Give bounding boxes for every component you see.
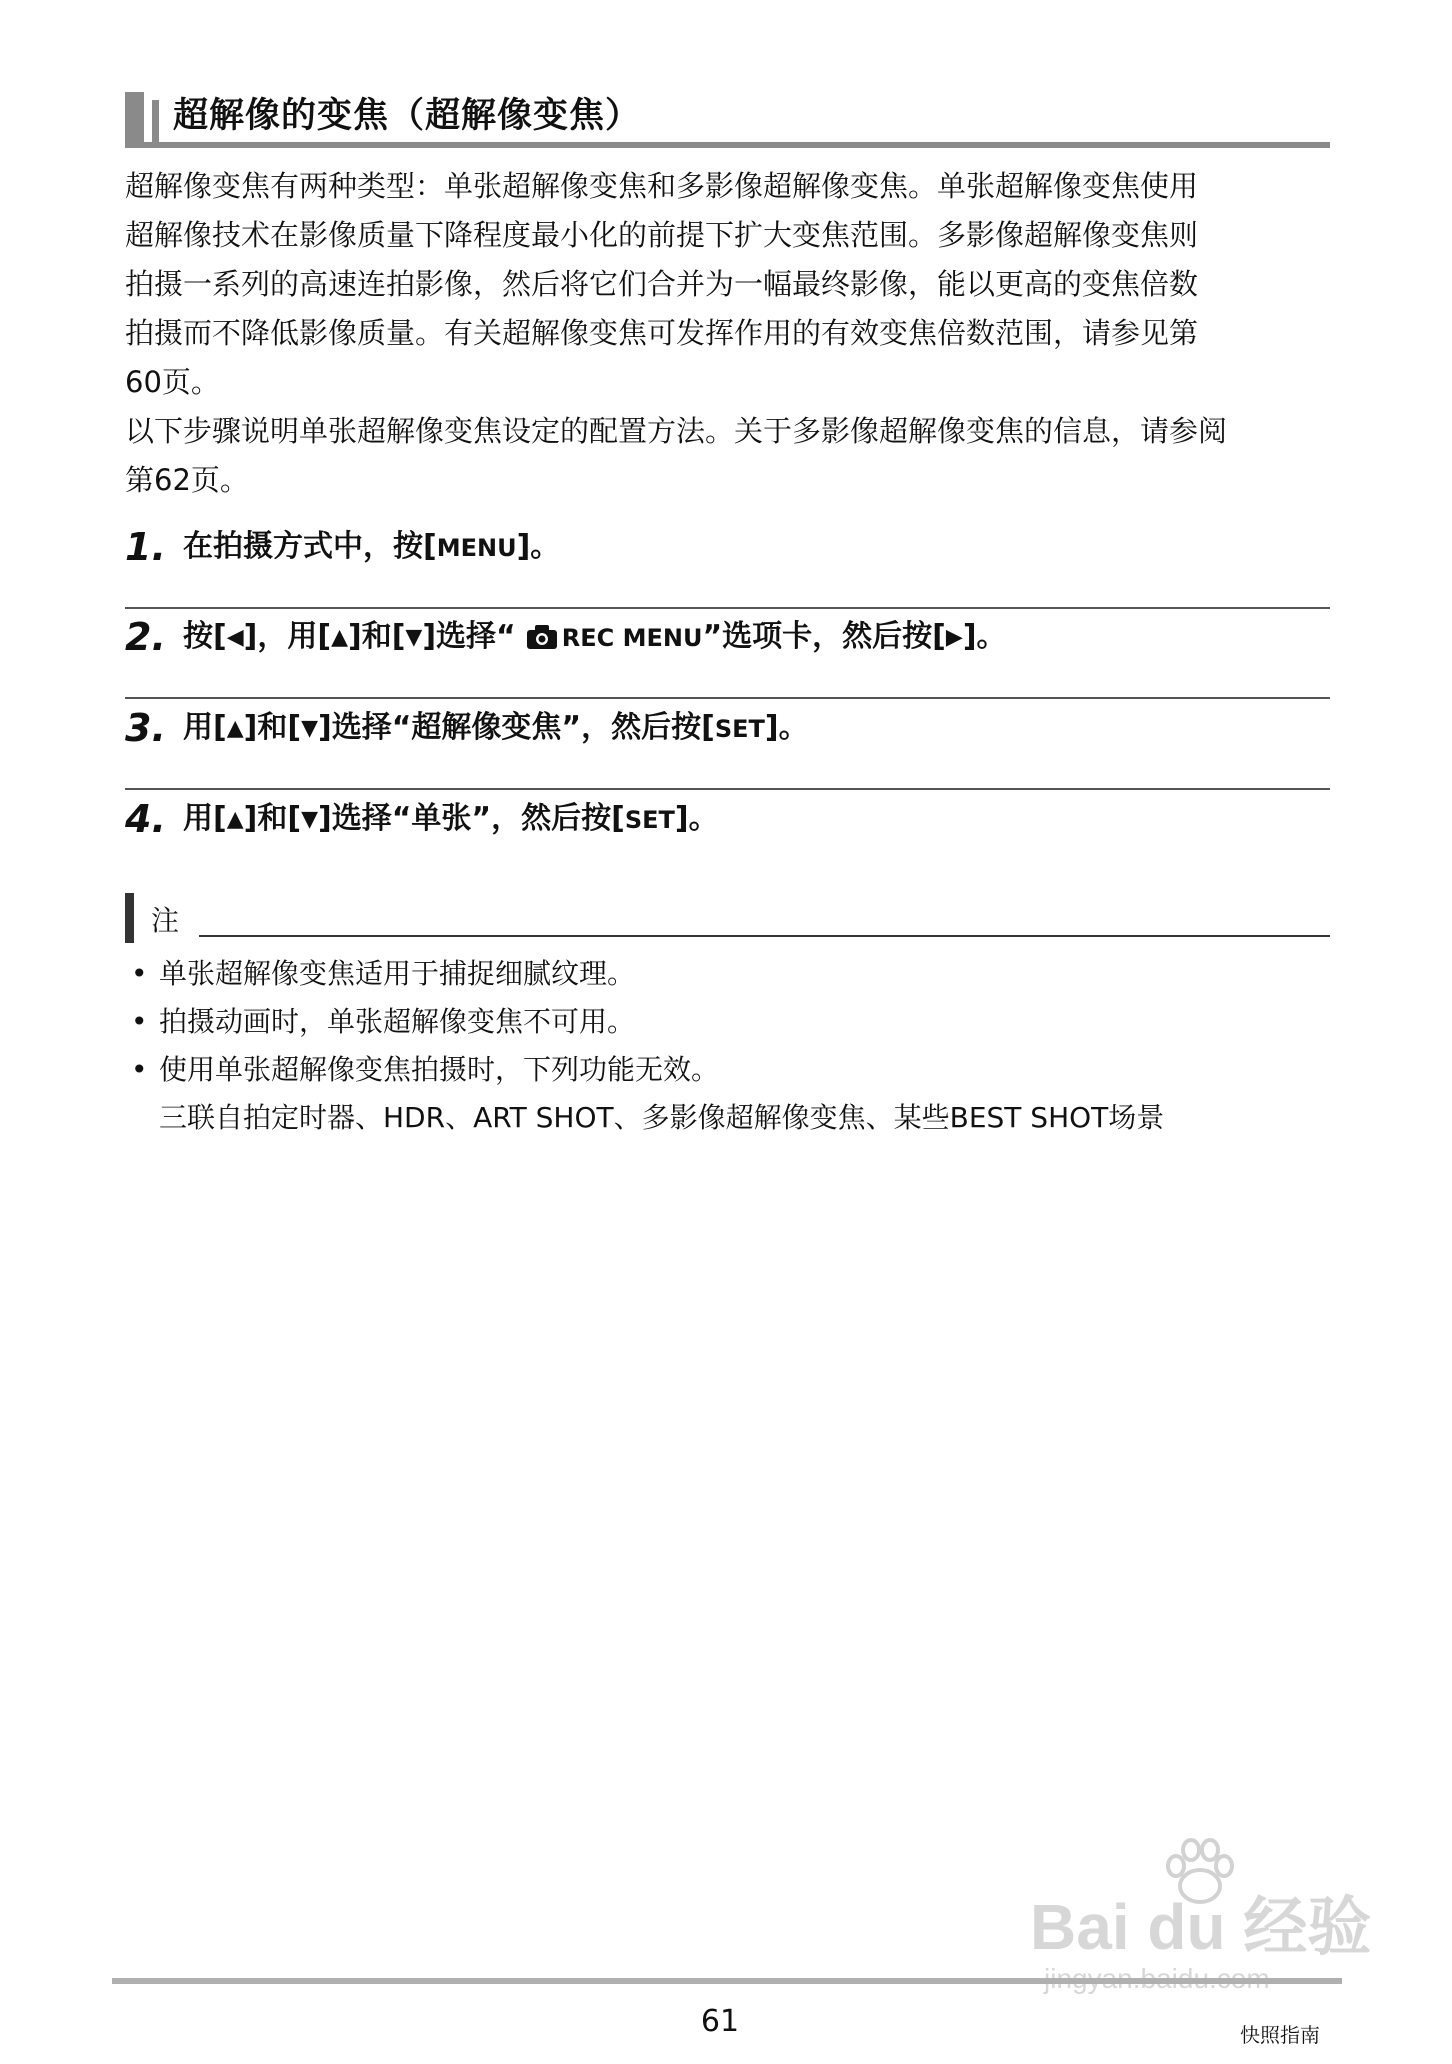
step-3: [125, 706, 1330, 750]
bullet-icon: •: [131, 1053, 148, 1086]
note-list: [125, 950, 1330, 1142]
step-number: 2.: [125, 615, 166, 659]
key-label: SET: [714, 715, 765, 743]
bullet-icon: •: [131, 1005, 148, 1038]
list-item: • 单张超解像变焦适用于捕捉细腻纹理。: [125, 950, 1330, 998]
note-underline: [199, 935, 1330, 937]
step-text: 按[◀]，用[▲]和[▼]选择“ REC MENU”选项卡，然后按[▶]。: [183, 619, 1007, 654]
section-title: 超解像的变焦（超解像变焦）: [173, 96, 642, 136]
step-divider: [125, 607, 1330, 609]
bullet-icon: •: [131, 957, 148, 990]
step-divider: [125, 788, 1330, 790]
down-arrow-icon: ▼: [405, 625, 423, 650]
footer-rule: [112, 1978, 1342, 1984]
list-item-subline: 三联自拍定时器、HDR、ART SHOT、多影像超解像变焦、某些BEST SHOT场景: [159, 1101, 1165, 1134]
note-header: [125, 893, 1330, 943]
intro-line: 60页。: [125, 365, 220, 399]
step-2: [125, 615, 1330, 659]
watermark-logo: Bai du 经验: [1030, 1891, 1372, 1963]
down-arrow-icon: ▼: [301, 807, 318, 832]
intro-line: 拍摄一系列的高速连拍影像，然后将它们合并为一幅最终影像，能以更高的变焦倍数: [125, 267, 1199, 301]
guide-label: 快照指南: [1240, 2023, 1320, 2047]
camera-icon: [526, 624, 558, 650]
step-text: 在拍摄方式中，按[MENU]。: [183, 529, 561, 564]
step-number: 1.: [125, 525, 166, 569]
intro-line: 超解像变焦有两种类型：单张超解像变焦和多影像超解像变焦。单张超解像变焦使用: [125, 169, 1199, 203]
note-label: 注: [151, 904, 180, 937]
step-number: 3.: [125, 706, 166, 750]
intro-line: 超解像技术在影像质量下降程度最小化的前提下扩大变焦范围。多影像超解像变焦则: [125, 218, 1199, 252]
intro-line: 拍摄而不降低影像质量。有关超解像变焦可发挥作用的有效变焦倍数范围，请参见第: [125, 316, 1199, 350]
intro-line: 第62页。: [125, 463, 249, 497]
list-item: • 使用单张超解像变焦拍摄时，下列功能无效。: [125, 1046, 1330, 1094]
header-underline: [125, 142, 1330, 148]
note-bar: [125, 893, 134, 943]
up-arrow-icon: ▲: [226, 807, 244, 832]
page-number: 61: [700, 2004, 740, 2039]
key-label: MENU: [436, 534, 517, 562]
header-bar-thick: [125, 92, 144, 148]
key-label: SET: [624, 806, 675, 834]
down-arrow-icon: ▼: [301, 716, 318, 741]
rec-menu-label: REC MENU: [561, 624, 703, 652]
intro-text: [125, 162, 1330, 505]
header-bar-thin: [152, 100, 159, 148]
section-header: [125, 92, 1330, 148]
intro-line: 以下步骤说明单张超解像变焦设定的配置方法。关于多影像超解像变焦的信息，请参阅: [125, 414, 1228, 448]
right-arrow-icon: ▶: [945, 625, 963, 650]
left-arrow-icon: ◀: [226, 625, 244, 650]
step-text: 用[▲]和[▼]选择“单张”，然后按[SET]。: [183, 801, 719, 836]
up-arrow-icon: ▲: [331, 625, 348, 650]
list-item: • 拍摄动画时，单张超解像变焦不可用。: [125, 998, 1330, 1046]
step-divider: [125, 697, 1330, 699]
step-4: [125, 797, 1330, 841]
step-text: 用[▲]和[▼]选择“超解像变焦”，然后按[SET]。: [183, 710, 809, 745]
watermark: [1030, 1838, 1380, 1988]
step-number: 4.: [125, 797, 166, 841]
step-1: [125, 525, 1330, 569]
up-arrow-icon: ▲: [226, 716, 244, 741]
